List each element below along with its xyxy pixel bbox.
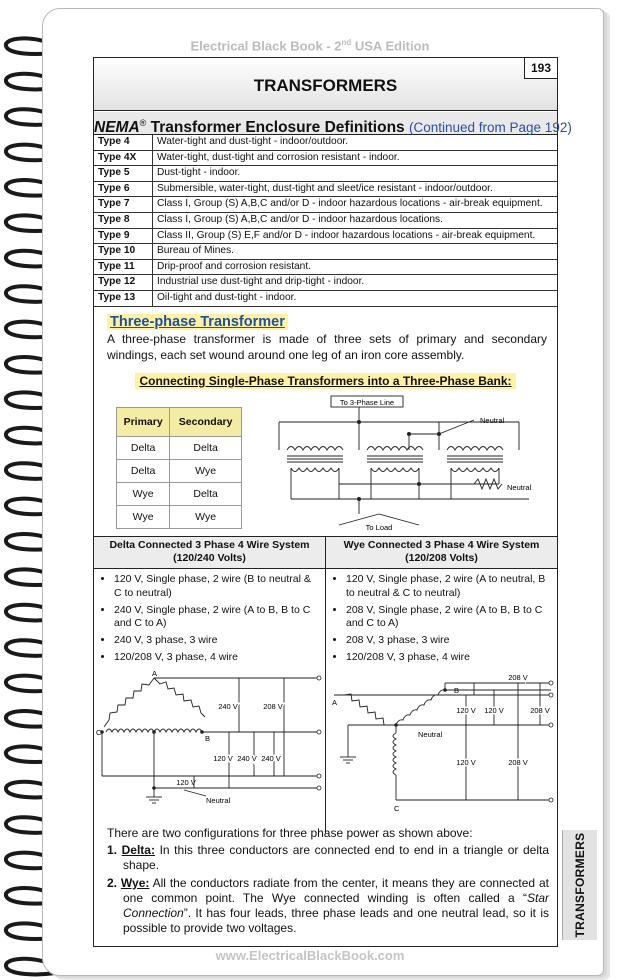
table-row: Delta Delta [117, 437, 242, 460]
list-item: • 120/208 V, 3 phase, 4 wire [346, 651, 549, 665]
footer-url[interactable]: www.ElectricalBlackBook.com [215, 948, 405, 963]
page-header [94, 58, 557, 111]
table-row: Type 13 Oil-tight and dust-tight - indoor. [94, 290, 557, 306]
wye-system-panel [326, 536, 557, 833]
wye-bullets [326, 573, 557, 665]
transformer-bank-diagram [269, 394, 549, 534]
svg-text:240 V: 240 V [237, 754, 257, 763]
list-item: • 120 V, Single phase, 2 wire (B to neutral & C to neutral) [114, 573, 317, 601]
svg-text:208 V: 208 V [508, 673, 528, 682]
svg-text:240 V: 240 V [218, 702, 238, 711]
svg-text:Neutral: Neutral [418, 730, 443, 739]
svg-text:120 V: 120 V [484, 706, 504, 715]
svg-text:208 V: 208 V [508, 758, 528, 767]
svg-text:240 V: 240 V [261, 754, 281, 763]
primary-secondary-table [116, 407, 242, 529]
to-line-label: To 3-Phase Line [339, 398, 395, 407]
list-item: • 240 V, Single phase, 2 wire (A to B, B to C and C to A) [114, 604, 317, 632]
table-row: Type 4X Water-tight, dust-tight and corrosion resistant - indoor. [94, 150, 557, 166]
connecting-heading: Connecting Single-Phase Transformers into a Three-Phase Bank: [94, 372, 557, 390]
table-row: Type 8 Class I, Group (S) A,B,C and/or D - indoor hazardous locations. [94, 212, 557, 228]
svg-text:C: C [394, 804, 400, 813]
svg-text:120 V: 120 V [456, 706, 476, 715]
svg-text:120 V: 120 V [456, 758, 476, 767]
neutral-right-label: Neutral [507, 483, 532, 492]
svg-text:C: C [96, 728, 102, 737]
page-number: 193 [524, 58, 557, 79]
delta-diagram [94, 669, 325, 825]
svg-text:208 V: 208 V [263, 702, 283, 711]
table-row: Type 4 Water-tight and dust-tight - indoor/outdoor. [94, 135, 557, 150]
three-phase-description: A three-phase transformer is made of three sets of primary and secondary windings, each set wound around one leg of an iron core assembly. [107, 332, 547, 362]
to-load-label: To Load [365, 523, 393, 532]
content-frame [93, 57, 572, 947]
svg-text:Neutral: Neutral [206, 796, 231, 805]
side-tab[interactable]: TRANSFORMERS [562, 830, 597, 940]
list-item: • 120/208 V, 3 phase, 4 wire [114, 651, 317, 665]
table-row: Type 7 Class I, Group (S) A,B,C and/or D - indoor hazardous locations - air-break equipment. [94, 197, 557, 213]
list-item: 1. Delta: In this three conductors are connected end to end in a triangle or delta shape. [107, 843, 549, 872]
table-row: Delta Wye [117, 460, 242, 483]
svg-text:A: A [152, 669, 158, 678]
wye-diagram [326, 665, 557, 815]
nema-types-table [94, 135, 557, 307]
delta-system-panel [94, 536, 326, 833]
list-item: • 208 V, Single phase, 2 wire (A to B, B to C and C to A) [346, 604, 549, 632]
table-row: Type 12 Industrial use dust-tight and drip-tight - indoor. [94, 275, 557, 291]
svg-text:A: A [332, 698, 338, 707]
book-title: Electrical Black Book - 2nd USA Edition [190, 38, 430, 54]
secondary-header: Secondary [170, 408, 242, 437]
svg-text:B: B [454, 686, 460, 695]
delta-bullets [94, 573, 325, 665]
svg-text:120 V: 120 V [213, 754, 233, 763]
page-title: TRANSFORMERS [253, 76, 398, 95]
continued-link[interactable]: (Continued from Page 192) [408, 120, 572, 136]
svg-text:208 V: 208 V [530, 706, 550, 715]
svg-text:120 V: 120 V [176, 778, 196, 787]
wye-system-title: Wye Connected 3 Phase 4 Wire System (120/208 Volts) [326, 537, 557, 569]
table-row: Type 6 Submersible, water-tight, dust-tight and sleet/ice resistant - indoor/outdoor. [94, 181, 557, 197]
table-row: Type 11 Drip-proof and corrosion resistant. [94, 259, 557, 275]
table-row: Wye Delta [117, 483, 242, 506]
neutral-top-label: Neutral [480, 416, 505, 425]
three-phase-heading: Three-phase Transformer [107, 314, 288, 330]
table-row: Type 5 Dust-tight - indoor. [94, 166, 557, 182]
nema-heading: NEMA® Transformer Enclosure Definitions (Continued from Page 192) [94, 112, 557, 135]
list-item: • 120 V, Single phase, 2 wire (A to neutral, B to neutral & C to neutral) [346, 573, 549, 601]
list-item: • 208 V, 3 phase, 3 wire [346, 634, 549, 648]
svg-text:B: B [205, 734, 211, 743]
configurations-text: There are two configurations for three phase power as shown above: 1. Delta: In this three conductors are connected end to end in a triangle or delta shape. 2. Wye: All the conductors radiate from the center, it means they are connected at one common point. The Wye connected winding is often called a “Star Connection”. It has four leads, three phase leads and one neutral lead, so it is possible to provide two voltages. [107, 826, 549, 935]
table-row: Type 10 Bureau of Mines. [94, 244, 557, 260]
table-row: Type 9 Class II, Group (S) E,F and/or D - indoor hazardous locations - air-break equipment. [94, 228, 557, 244]
list-item: • 240 V, 3 phase, 3 wire [114, 634, 317, 648]
primary-header: Primary [117, 408, 170, 437]
list-item: 2. Wye: All the conductors radiate from the center, it means they are connected at one common point. The Wye connected winding is often called a “Star Connection”. It has four leads, three phase leads and one neutral lead, so it is possible to provide two voltages. [107, 876, 549, 935]
table-row: Wye Wye [117, 506, 242, 529]
delta-system-title: Delta Connected 3 Phase 4 Wire System (120/240 Volts) [94, 537, 325, 569]
